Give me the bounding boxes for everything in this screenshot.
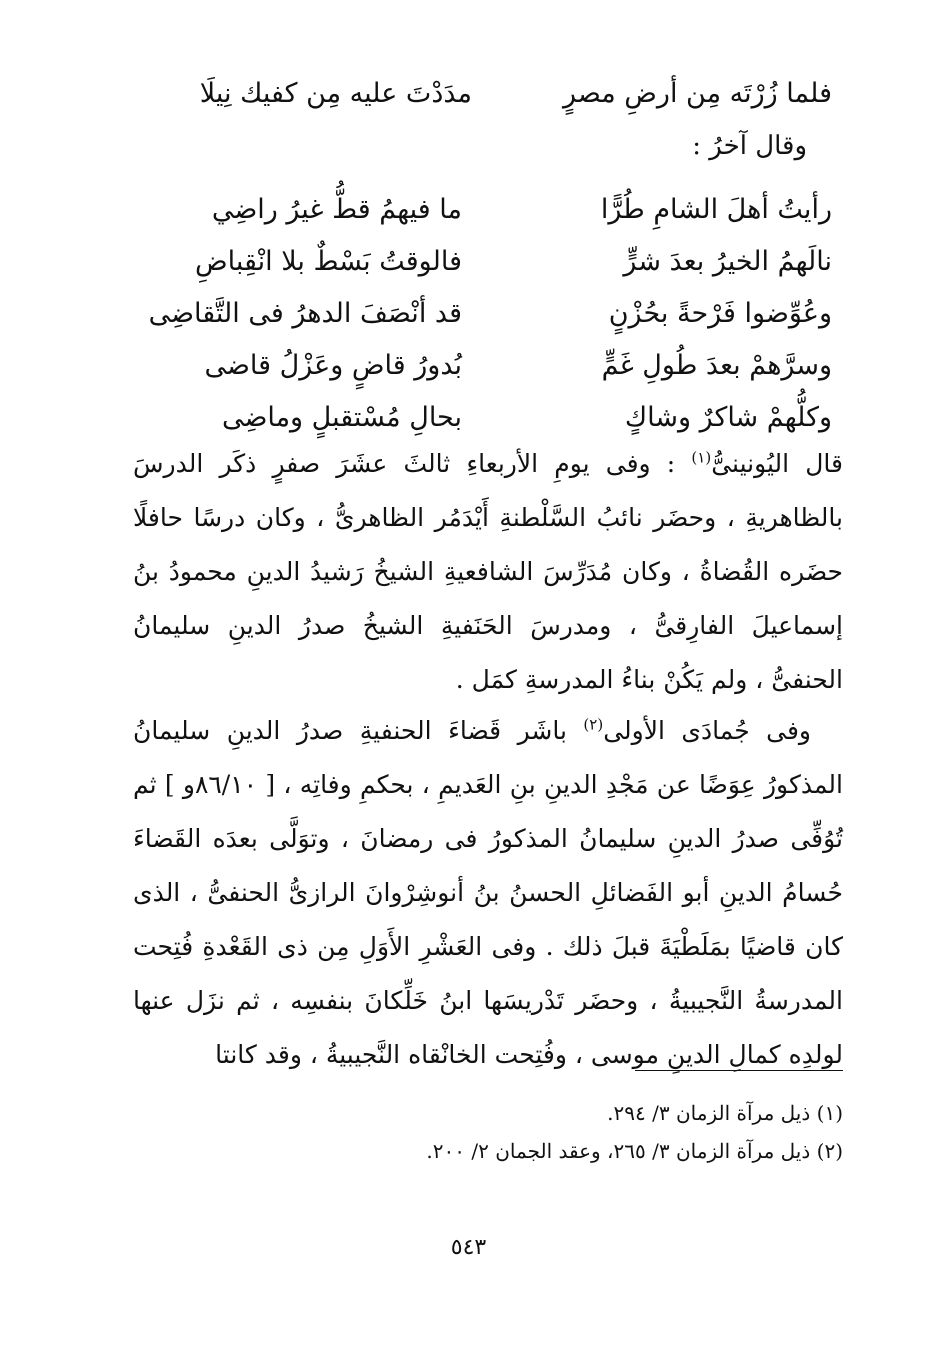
footnote-marker: (٢): [583, 715, 604, 734]
page-number: ٥٤٣: [450, 1235, 487, 1260]
poem-verse: [132, 238, 832, 286]
hemistich-second: فالوقتُ بَسْطٌ بلا انْقِباضِ: [194, 246, 462, 277]
poem-intro: وقال آخرُ :: [692, 131, 807, 161]
paragraph-opening: قال اليُونينىُّ: [711, 449, 843, 478]
hemistich-second: بُدورُ قاضٍ وعَزْلُ قاضى: [204, 350, 462, 381]
verse-top: [132, 70, 832, 118]
poem-verse: [132, 342, 832, 390]
hemistich-first: وكلُّهمْ شاكرٌ وشاكٍ: [624, 402, 832, 433]
footnote-marker: (١): [691, 448, 712, 467]
hemistich-first: وعُوِّضوا فَرْحةً بحُزْنٍ: [608, 298, 832, 329]
paragraph-yunini: [133, 437, 843, 707]
hemistich-second: مدَدْتَ عليه مِن كفيك نِيلَا: [199, 78, 472, 109]
hemistich-second: قد أنْصَفَ الدهرُ فى التَّقاضِى: [148, 298, 462, 329]
hemistich-first: فلما زُرْتَه مِن أرضِ مصرٍ: [562, 78, 832, 109]
paragraph-jumada: [133, 704, 843, 1082]
footnote-separator: [635, 1070, 843, 1071]
paragraph-body: باشَر قَضاءَ الحنفيةِ صدرُ الدينِ سليمانُ المذكورُ عِوَضًا عن مَجْدِ الدينِ بنِ العَديمِ ، بحكمِ وفاتِه ، [ ٨٦/١٠و ] ثم تُوُفِّى صدرُ الدينِ سليمانُ المذكورُ فى رمضانَ ، وتوَلَّى بعدَه القَضاءَ حُسامُ الدينِ أبو الفَضائلِ الحسنُ بنُ أنوشِرْوانَ الرازىُّ الحنفىُّ ، الذى كان قاضيًا بمَلَطْيَةَ قبلَ ذلك . وفى العَشْرِ الأَوَلِ مِن ذى القَعْدةِ فُتِحت المدرسةُ النَّجيبيةُ ، وحضَر تَدْريسَها ابنُ خَلِّكانَ بنفسِه ، ثم نزَل عنها لولدِه كمالِ الدينِ موسى ، وفُتِحت الخانْقاه النَّجيبيةُ ، وقد كانتا: [133, 716, 843, 1069]
hemistich-second: بحالِ مُسْتقبلٍ وماضِى: [221, 402, 462, 433]
hemistich-first: رأيتُ أهلَ الشامِ طُرًّا: [600, 194, 832, 225]
paragraph-opening: وفى جُمادَى الأولى: [603, 716, 812, 745]
hemistich-first: نالَهمُ الخيرُ بعدَ شرٍّ: [623, 246, 832, 277]
poem-verse: [132, 290, 832, 338]
poem-verse: [132, 394, 832, 442]
hemistich-second: ما فيهمُ قطُّ غيرُ راضِي: [211, 194, 462, 225]
poem-verse: [132, 186, 832, 234]
hemistich-first: وسرَّهمْ بعدَ طُولِ غَمٍّ: [601, 350, 832, 381]
footnote-1: (١) ذيل مرآة الزمان ٣/ ٢٩٤.: [607, 1101, 843, 1125]
footnote-2: (٢) ذيل مرآة الزمان ٣/ ٢٦٥، وعقد الجمان ٢/ ٢٠٠.: [426, 1139, 843, 1163]
paragraph-body: : وفى يومِ الأربعاءِ ثالثَ عشَرَ صفرٍ ذكَر الدرسَ بالظاهريةِ ، وحضَر نائبُ السَّلْطنةِ أَيْدَمُر الظاهرىُّ ، وكان درسًا حافلًا حضَره القُضاةُ ، وكان مُدَرِّسَ الشافعيةِ الشيخُ رَشيدُ الدينِ محمودُ بنُ إسماعيلَ الفارِقىُّ ، ومدرسَ الحَنَفيةِ الشيخُ صدرُ الدينِ سليمانُ الحنفىُّ ، ولم يَكُنْ بناءُ المدرسةِ كمَل .: [133, 449, 843, 694]
